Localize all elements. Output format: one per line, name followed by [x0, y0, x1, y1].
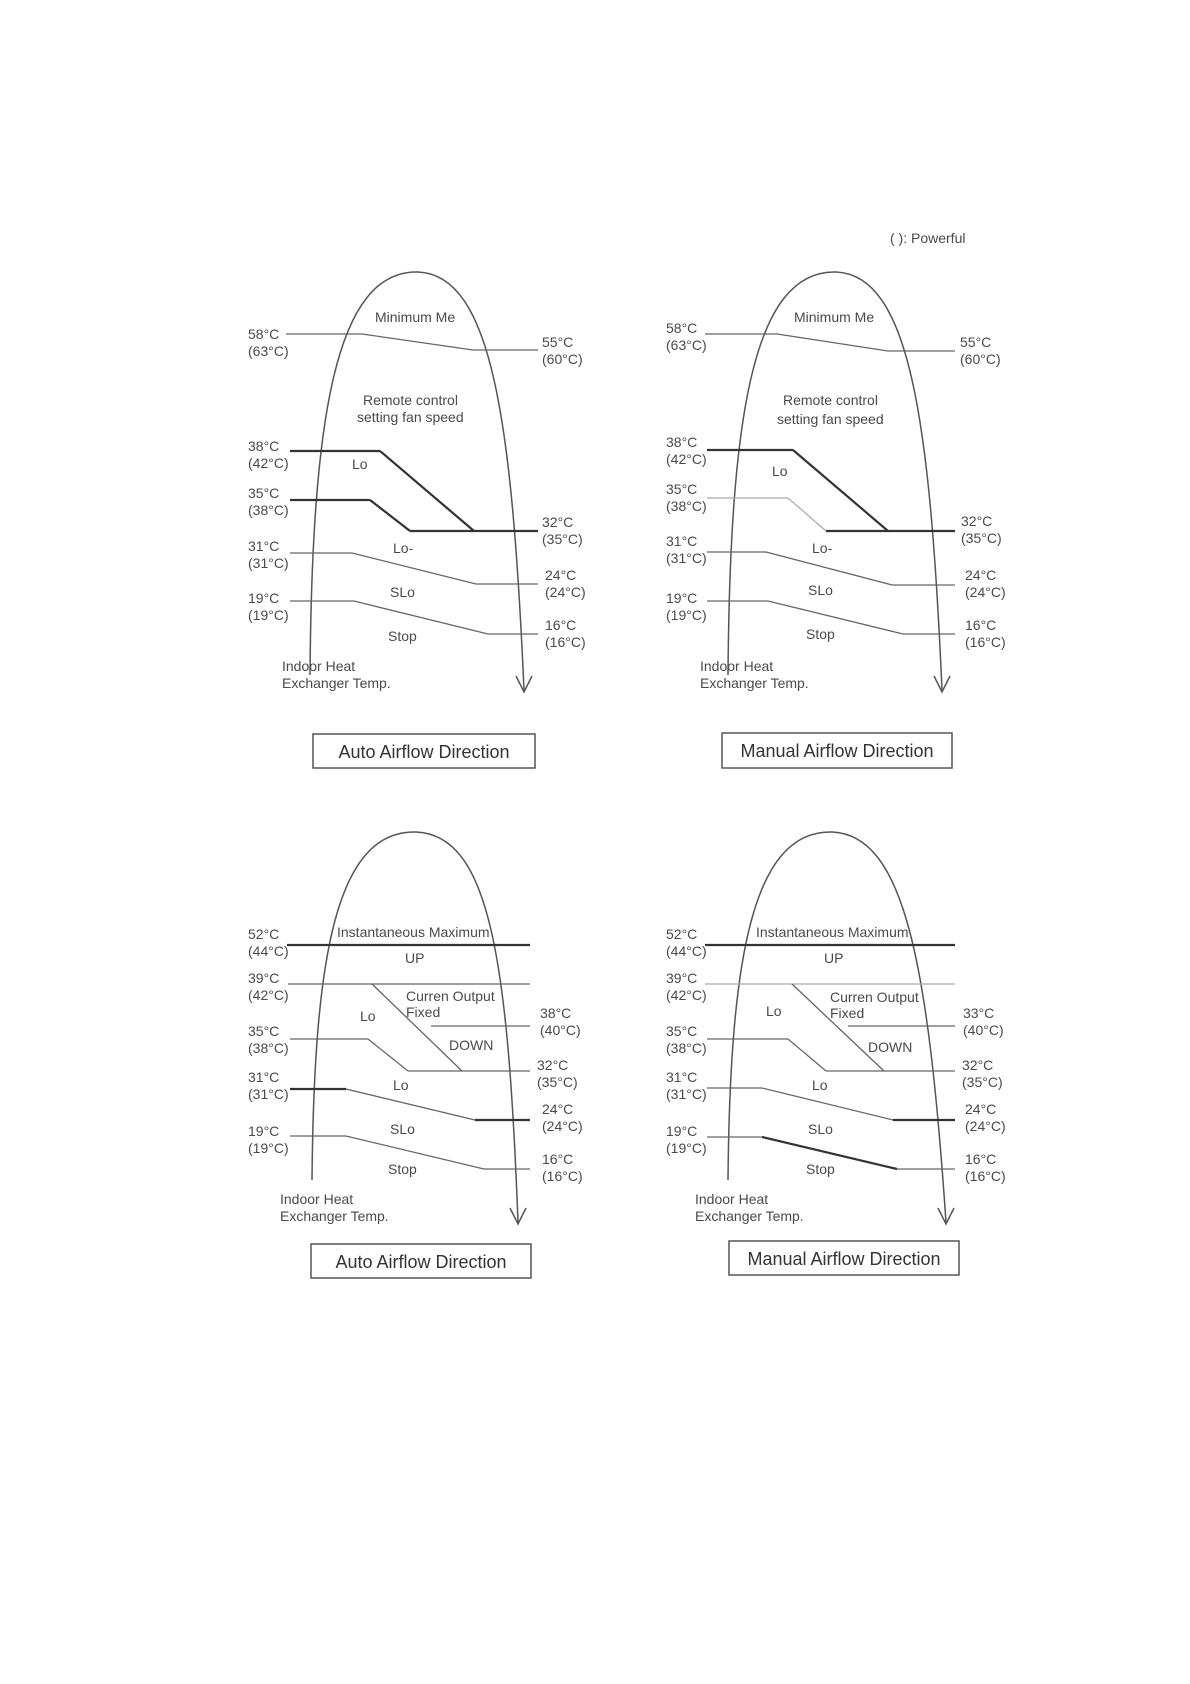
- caption: Manual Airflow Direction: [740, 741, 934, 761]
- zone-lo: Lo: [352, 456, 368, 472]
- right-temp-powerful: (40°C): [963, 1022, 1004, 1038]
- diagram-top-left: [248, 272, 586, 768]
- zone-instantaneous-maximum: Instantaneous Maximum: [337, 924, 490, 940]
- right-temp-powerful: (35°C): [542, 531, 583, 547]
- boundary-line: [346, 1089, 475, 1120]
- boundary-line: [354, 601, 488, 634]
- zone-lo: Lo: [393, 1077, 409, 1093]
- diagram-top-right: [666, 272, 1006, 768]
- left-temp: 39°C: [666, 970, 698, 986]
- right-temp: 16°C: [545, 617, 577, 633]
- zone-instantaneous-maximum: Instantaneous Maximum: [756, 924, 909, 940]
- right-temp: 16°C: [542, 1151, 574, 1167]
- zone-up: UP: [824, 950, 844, 966]
- left-temp: 31°C: [666, 533, 698, 549]
- right-temp-powerful: (16°C): [545, 634, 586, 650]
- right-temp: 24°C: [542, 1101, 574, 1117]
- zone-current-line1: Curren Output: [406, 988, 495, 1004]
- zone-stop: Stop: [388, 1161, 417, 1177]
- zone-down: DOWN: [449, 1037, 494, 1053]
- right-temp: 32°C: [537, 1057, 569, 1073]
- axis-label-line1: Indoor Heat: [700, 658, 774, 674]
- right-temp-powerful: (24°C): [545, 584, 586, 600]
- right-temp: 24°C: [965, 567, 997, 583]
- axis-label-line2: Exchanger Temp.: [280, 1208, 389, 1224]
- zone-lo: Lo: [812, 1077, 828, 1093]
- boundary-line: [788, 498, 826, 531]
- left-temp-powerful: (19°C): [666, 1140, 707, 1156]
- caption: Manual Airflow Direction: [747, 1249, 941, 1269]
- left-temp-powerful: (42°C): [666, 987, 707, 1003]
- right-temp-powerful: (24°C): [965, 584, 1006, 600]
- left-temp-powerful: (38°C): [248, 502, 289, 518]
- left-temp-powerful: (31°C): [248, 1086, 289, 1102]
- right-temp-powerful: (35°C): [961, 530, 1002, 546]
- left-temp: 38°C: [666, 434, 698, 450]
- right-temp: 16°C: [965, 1151, 997, 1167]
- boundary-line: [370, 500, 410, 531]
- zone-current-line2: Fixed: [830, 1005, 865, 1021]
- left-temp-powerful: (63°C): [666, 337, 707, 353]
- left-temp-powerful: (19°C): [248, 607, 289, 623]
- right-temp-powerful: (16°C): [542, 1168, 583, 1184]
- zone-slo: SLo: [808, 1121, 833, 1137]
- zone-lo: Lo: [360, 1008, 376, 1024]
- left-temp-powerful: (19°C): [666, 607, 707, 623]
- left-temp: 52°C: [248, 926, 280, 942]
- boundary-line: [788, 1039, 826, 1071]
- left-temp: 52°C: [666, 926, 698, 942]
- boundary-line: [368, 1039, 408, 1071]
- boundary-line: [777, 334, 888, 351]
- left-temp: 19°C: [666, 590, 698, 606]
- diagram-bottom-left: [248, 832, 583, 1278]
- right-temp-powerful: (24°C): [965, 1118, 1006, 1134]
- axis-label-line1: Indoor Heat: [695, 1191, 769, 1207]
- left-temp-powerful: (38°C): [666, 1040, 707, 1056]
- right-temp-powerful: (16°C): [965, 634, 1006, 650]
- left-temp-powerful: (31°C): [248, 555, 289, 571]
- boundary-line: [362, 334, 473, 350]
- caption: Auto Airflow Direction: [338, 742, 510, 762]
- zone-slo: SLo: [808, 582, 833, 598]
- axis-label-line2: Exchanger Temp.: [282, 675, 391, 691]
- right-temp-powerful: (60°C): [960, 351, 1001, 367]
- left-temp: 19°C: [248, 590, 280, 606]
- right-temp: 24°C: [965, 1101, 997, 1117]
- left-temp-powerful: (31°C): [666, 550, 707, 566]
- left-temp: 19°C: [248, 1123, 280, 1139]
- left-temp: 35°C: [248, 1023, 280, 1039]
- right-temp-powerful: (40°C): [540, 1022, 581, 1038]
- left-temp: 35°C: [666, 1023, 698, 1039]
- left-temp-powerful: (38°C): [248, 1040, 289, 1056]
- axis-label-line2: Exchanger Temp.: [695, 1208, 804, 1224]
- zone-lo: Lo: [766, 1003, 782, 1019]
- left-temp-powerful: (63°C): [248, 343, 289, 359]
- axis-label-line1: Indoor Heat: [280, 1191, 354, 1207]
- right-temp-powerful: (35°C): [962, 1074, 1003, 1090]
- zone-current-line2: Fixed: [406, 1004, 441, 1020]
- right-temp: 32°C: [542, 514, 574, 530]
- right-temp: 55°C: [960, 334, 992, 350]
- left-temp: 38°C: [248, 438, 280, 454]
- left-temp-powerful: (31°C): [666, 1086, 707, 1102]
- right-temp: 24°C: [545, 567, 577, 583]
- zone-remote-line2: setting fan speed: [777, 411, 884, 427]
- boundary-line: [793, 450, 888, 531]
- zone-stop: Stop: [806, 1161, 835, 1177]
- zone-remote-line1: Remote control: [783, 392, 878, 408]
- boundary-line: [766, 552, 892, 585]
- right-temp: 38°C: [540, 1005, 572, 1021]
- left-temp-powerful: (38°C): [666, 498, 707, 514]
- zone-lo-minus: Lo-: [812, 540, 833, 556]
- left-temp: 35°C: [666, 481, 698, 497]
- left-temp-powerful: (44°C): [666, 943, 707, 959]
- zone-current-line1: Curren Output: [830, 989, 919, 1005]
- left-temp: 31°C: [666, 1069, 698, 1085]
- right-temp: 16°C: [965, 617, 997, 633]
- zone-remote-line1: Remote control: [363, 392, 458, 408]
- left-temp-powerful: (42°C): [666, 451, 707, 467]
- right-temp-powerful: (35°C): [537, 1074, 578, 1090]
- left-temp: 39°C: [248, 970, 280, 986]
- temperature-curve: [728, 272, 942, 690]
- zone-lo: Lo: [772, 463, 788, 479]
- temperature-curve: [310, 272, 524, 690]
- zone-minimum-me: Minimum Me: [375, 309, 456, 325]
- boundary-line: [352, 553, 476, 584]
- right-temp-powerful: (60°C): [542, 351, 583, 367]
- zone-down: DOWN: [868, 1039, 913, 1055]
- zone-lo-minus: Lo-: [393, 540, 414, 556]
- right-temp-powerful: (16°C): [965, 1168, 1006, 1184]
- left-temp-powerful: (44°C): [248, 943, 289, 959]
- powerful-legend: ( ): Powerful: [890, 230, 966, 246]
- zone-slo: SLo: [390, 1121, 415, 1137]
- left-temp: 31°C: [248, 1069, 280, 1085]
- diagram-bottom-right: [666, 832, 1006, 1275]
- right-temp-powerful: (24°C): [542, 1118, 583, 1134]
- right-temp: 55°C: [542, 334, 574, 350]
- right-temp: 32°C: [961, 513, 993, 529]
- axis-label-line1: Indoor Heat: [282, 658, 356, 674]
- zone-stop: Stop: [388, 628, 417, 644]
- right-temp: 32°C: [962, 1057, 994, 1073]
- left-temp-powerful: (19°C): [248, 1140, 289, 1156]
- zone-minimum-me: Minimum Me: [794, 309, 875, 325]
- left-temp: 31°C: [248, 538, 280, 554]
- boundary-line: [768, 601, 903, 634]
- left-temp-powerful: (42°C): [248, 455, 289, 471]
- zone-up: UP: [405, 950, 425, 966]
- left-temp: 58°C: [248, 326, 280, 342]
- right-temp: 33°C: [963, 1005, 995, 1021]
- zone-remote-line2: setting fan speed: [357, 409, 464, 425]
- left-temp: 19°C: [666, 1123, 698, 1139]
- left-temp: 58°C: [666, 320, 698, 336]
- zone-slo: SLo: [390, 584, 415, 600]
- caption: Auto Airflow Direction: [335, 1252, 507, 1272]
- zone-stop: Stop: [806, 626, 835, 642]
- left-temp: 35°C: [248, 485, 280, 501]
- left-temp-powerful: (42°C): [248, 987, 289, 1003]
- axis-label-line2: Exchanger Temp.: [700, 675, 809, 691]
